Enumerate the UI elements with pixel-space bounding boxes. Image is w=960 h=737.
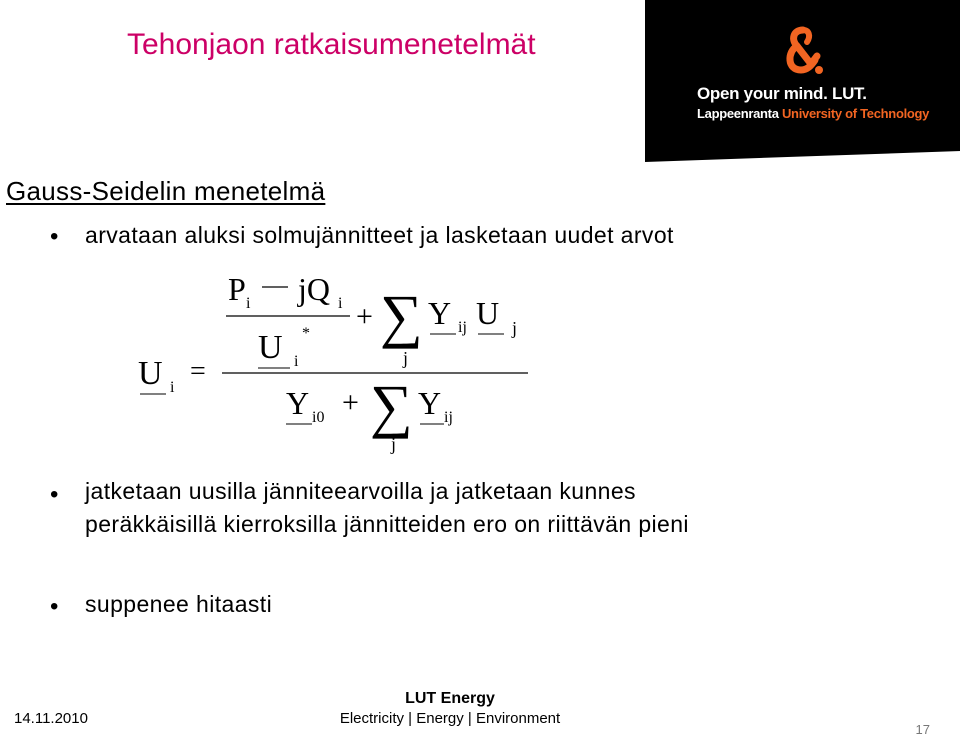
formula-sum-bottom: ∑	[370, 373, 413, 439]
logo-sub-orange: University of Technology	[781, 106, 930, 121]
formula-Y-top: Y	[428, 295, 452, 331]
formula-U-conj-sub: i	[294, 353, 299, 370]
page-number: 17	[915, 722, 930, 737]
ampersand-logo-icon	[781, 26, 825, 78]
formula-U-j-sub: j	[512, 318, 518, 338]
bullet-text-2-continued: peräkkäisillä kierroksilla jännitteiden ero on riittävän pieni	[85, 511, 689, 537]
formula-P-sub: i	[246, 295, 251, 312]
formula-U-j: U	[476, 295, 500, 331]
footer-tagline: Electricity | Energy | Environment	[339, 710, 561, 727]
formula-sum-index-top: j	[403, 348, 409, 368]
footer-brand: LUT Energy	[405, 690, 495, 707]
formula-lhs: U	[138, 355, 163, 392]
section-heading: Gauss-Seidelin menetelmä	[6, 176, 326, 206]
formula-star: *	[302, 325, 310, 342]
formula-U-conj: U	[258, 329, 283, 366]
lut-logo	[645, 0, 960, 160]
gauss-seidel-formula	[130, 262, 550, 462]
bullet-marker: •	[50, 223, 59, 250]
formula-sum-top: ∑	[380, 283, 423, 349]
bullet-text-3: suppenee hitaasti	[85, 591, 273, 617]
bullet-text-1: arvataan aluksi solmujännitteet ja lasketaan uudet arvot	[85, 222, 674, 248]
formula-equals: =	[190, 356, 206, 387]
formula-jQ: jQ	[298, 271, 330, 307]
formula-plus-bottom: +	[342, 386, 359, 419]
formula-Y-sub-bottom: ij	[444, 409, 453, 426]
logo-sub-white: Lappeenranta	[697, 106, 782, 121]
formula-Y-sub-top: ij	[458, 319, 467, 336]
formula-Y-i0-sub: i0	[312, 409, 325, 426]
bullet-text-2: jatketaan uusilla jänniteearvoilla ja jatketaan kunnes	[85, 478, 636, 504]
formula-Y-i0: Y	[286, 385, 310, 421]
footer-center	[330, 690, 570, 727]
formula-jQ-sub: i	[338, 295, 343, 312]
formula-Y-bottom: Y	[418, 385, 442, 421]
formula-lhs-sub: i	[170, 379, 175, 396]
logo-university-name	[697, 106, 929, 121]
footer-date: 14.11.2010	[14, 710, 88, 727]
logo-slogan: Open your mind. LUT.	[697, 84, 867, 103]
bullet-marker: •	[50, 481, 59, 508]
formula-P: P	[228, 271, 246, 307]
slide-title: Tehonjaon ratkaisumenetelmät	[127, 28, 536, 61]
formula-plus-top: +	[356, 300, 373, 333]
bullet-marker: •	[50, 593, 59, 620]
formula-sum-index-bottom: j	[391, 434, 397, 454]
